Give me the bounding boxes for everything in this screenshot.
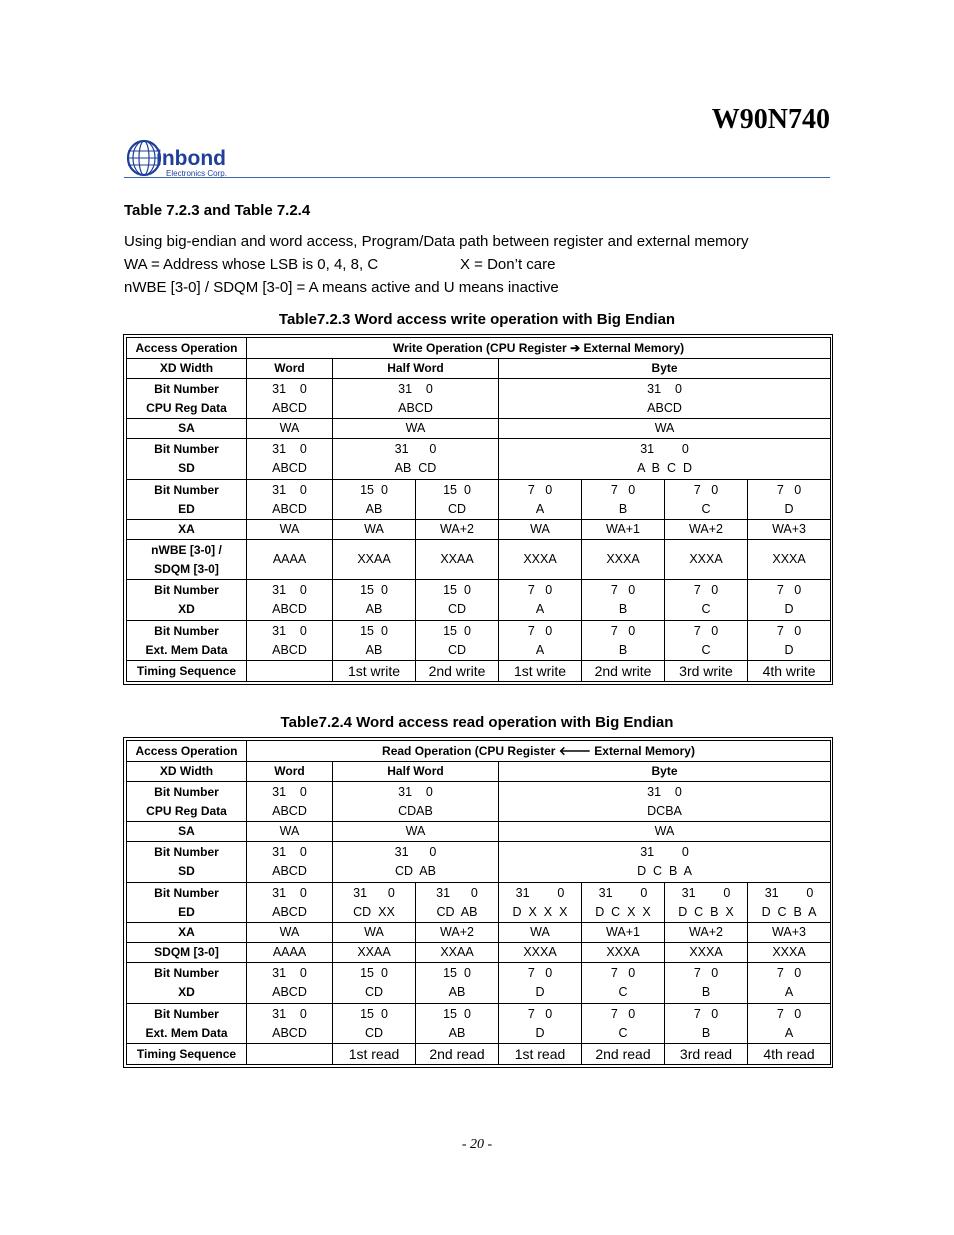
table2 <box>123 737 833 1068</box>
table-cell: XXXA <box>665 540 748 580</box>
table-row <box>127 661 831 682</box>
table-cell: 4th read <box>748 1044 831 1065</box>
table-cell: 31 0 ABCD <box>247 480 333 520</box>
table-cell: WA <box>499 923 582 943</box>
table-cell: WA+3 <box>748 923 831 943</box>
table-cell: 31 0 D X X X <box>499 883 582 923</box>
table-cell: 15 0 CD <box>416 480 499 520</box>
table-cell: 31 0 ABCD <box>247 782 333 822</box>
table-cell: WA <box>333 419 499 439</box>
col-header-half: Half Word <box>333 762 499 782</box>
table-cell: WA+2 <box>416 520 499 540</box>
winbond-logo <box>126 139 256 179</box>
table-cell: 7 0 B <box>665 1004 748 1044</box>
table-cell: 7 0 A <box>748 963 831 1004</box>
row-label: Access Operation <box>127 741 247 762</box>
intro-paragraph: Using big-endian and word access, Program/Data path between register and external memory <box>124 233 749 250</box>
row-label: XD Width <box>127 762 247 782</box>
table-cell: 31 0 CD XX <box>333 883 416 923</box>
table-cell: 7 0 C <box>665 621 748 661</box>
table-cell: XXXA <box>582 540 665 580</box>
table-cell: WA <box>499 419 831 439</box>
active-definition: nWBE [3-0] / SDQM [3-0] = A means active and U means inactive <box>124 279 559 296</box>
table-row <box>127 621 831 661</box>
table-cell: 31 0 ABCD <box>247 580 333 621</box>
table-cell: 31 0 ABCD <box>247 883 333 923</box>
x-definition: X = Don’t care <box>460 256 556 273</box>
table-cell: 2nd write <box>582 661 665 682</box>
table-cell: XXXA <box>499 540 582 580</box>
table-row <box>127 439 831 480</box>
table-cell: 15 0 AB <box>416 1004 499 1044</box>
table-cell <box>247 661 333 682</box>
table-cell: 2nd read <box>582 1044 665 1065</box>
table-row <box>127 741 831 762</box>
table-cell: WA <box>247 419 333 439</box>
table-cell: WA+3 <box>748 520 831 540</box>
table-cell: 31 0 D C B A <box>499 842 831 883</box>
table-cell: 7 0 C <box>582 963 665 1004</box>
table-cell: XXXA <box>499 943 582 963</box>
page-number: - 20 - <box>461 1137 493 1152</box>
table-cell: WA <box>247 923 333 943</box>
operation-title: Read Operation (CPU Register 🡐 External Memory) <box>247 741 831 762</box>
table-row <box>127 580 831 621</box>
table-cell: 7 0 B <box>582 480 665 520</box>
table-cell: 31 0 DCBA <box>499 782 831 822</box>
table-row <box>127 1004 831 1044</box>
logo-subtitle: Electronics Corp. <box>166 169 227 178</box>
table-cell: 31 0 ABCD <box>247 379 333 419</box>
table-row <box>127 480 831 520</box>
row-label: Bit Number ED <box>127 480 247 520</box>
table-cell: 31 0 ABCD <box>247 963 333 1004</box>
wa-definition: WA = Address whose LSB is 0, 4, 8, C <box>124 256 379 273</box>
table-cell: 3rd read <box>665 1044 748 1065</box>
table-cell: XXAA <box>333 540 416 580</box>
table-cell: 7 0 A <box>499 580 582 621</box>
table-cell: 7 0 B <box>665 963 748 1004</box>
table-cell: 31 0 ABCD <box>247 439 333 480</box>
table-cell: XXAA <box>416 943 499 963</box>
row-label: Bit Number SD <box>127 842 247 883</box>
table-cell: XXXA <box>748 540 831 580</box>
table-cell: 1st read <box>499 1044 582 1065</box>
table-cell: WA+2 <box>665 923 748 943</box>
table-row <box>127 822 831 842</box>
row-label: Bit Number XD <box>127 580 247 621</box>
row-label: Timing Sequence <box>127 1044 247 1065</box>
row-label: Bit Number SD <box>127 439 247 480</box>
row-label: XD Width <box>127 359 247 379</box>
chip-name: W90N740 <box>711 104 830 135</box>
table-cell: 1st write <box>499 661 582 682</box>
table-row <box>127 338 831 359</box>
table-cell: 7 0 D <box>748 621 831 661</box>
table-cell: 7 0 C <box>582 1004 665 1044</box>
row-label: Bit Number CPU Reg Data <box>127 379 247 419</box>
table-row <box>127 943 831 963</box>
table-cell: 31 0 D C B A <box>748 883 831 923</box>
table-cell: XXXA <box>665 943 748 963</box>
table-cell: 7 0 B <box>582 621 665 661</box>
table-cell: WA+1 <box>582 520 665 540</box>
table-cell: AAAA <box>247 540 333 580</box>
table-cell: 31 0 ABCD <box>247 621 333 661</box>
table1 <box>123 334 833 685</box>
table-row <box>127 782 831 822</box>
table-row <box>127 963 831 1004</box>
row-label: XA <box>127 520 247 540</box>
table-cell: 15 0 CD <box>333 1004 416 1044</box>
table-row <box>127 419 831 439</box>
table-row <box>127 379 831 419</box>
table-cell: WA+1 <box>582 923 665 943</box>
table-cell: XXXA <box>748 943 831 963</box>
table-cell: 3rd write <box>665 661 748 682</box>
col-header-word: Word <box>247 762 333 782</box>
row-label: Bit Number Ext. Mem Data <box>127 621 247 661</box>
table-cell: 15 0 AB <box>333 580 416 621</box>
table-cell: WA <box>333 520 416 540</box>
table-cell: 31 0 CDAB <box>333 782 499 822</box>
table-cell: 7 0 D <box>748 480 831 520</box>
header-rule <box>124 177 830 178</box>
table1-caption: Table7.2.3 Word access write operation with Big Endian <box>278 311 676 328</box>
table-cell: XXAA <box>416 540 499 580</box>
table-cell: 15 0 AB <box>333 621 416 661</box>
table-cell: WA <box>499 520 582 540</box>
table-cell: 7 0 B <box>582 580 665 621</box>
table-row <box>127 520 831 540</box>
table-cell: 31 0 AB CD <box>333 439 499 480</box>
table-cell: 7 0 C <box>665 480 748 520</box>
table-cell: WA <box>333 822 499 842</box>
table-cell: 31 0 ABCD <box>247 1004 333 1044</box>
table-cell: XXAA <box>333 943 416 963</box>
table-cell: 31 0 D C X X <box>582 883 665 923</box>
table-cell: WA+2 <box>665 520 748 540</box>
row-label: Timing Sequence <box>127 661 247 682</box>
table-cell: WA <box>333 923 416 943</box>
table-cell: 15 0 CD <box>416 580 499 621</box>
table-cell: 31 0 ABCD <box>247 842 333 883</box>
row-label: XA <box>127 923 247 943</box>
table-row <box>127 540 831 580</box>
table-cell: WA <box>247 822 333 842</box>
table-cell: 7 0 A <box>499 621 582 661</box>
col-header-byte: Byte <box>499 762 831 782</box>
row-label: SA <box>127 822 247 842</box>
operation-title: Write Operation (CPU Register ➔ External Memory) <box>247 338 831 359</box>
row-label: Access Operation <box>127 338 247 359</box>
row-label: nWBE [3-0] / SDQM [3-0] <box>127 540 247 580</box>
table-cell: 7 0 D <box>748 580 831 621</box>
col-header-half: Half Word <box>333 359 499 379</box>
row-label: Bit Number ED <box>127 883 247 923</box>
table-cell: 7 0 C <box>665 580 748 621</box>
table-cell: 15 0 CD <box>333 963 416 1004</box>
col-header-byte: Byte <box>499 359 831 379</box>
table-cell: 31 0 ABCD <box>499 379 831 419</box>
table-row <box>127 762 831 782</box>
table-row <box>127 883 831 923</box>
table-cell: 1st write <box>333 661 416 682</box>
table-cell: 15 0 AB <box>416 963 499 1004</box>
table-cell: 15 0 AB <box>333 480 416 520</box>
logo-wordmark: inbond <box>156 147 226 170</box>
table-cell: 1st read <box>333 1044 416 1065</box>
table-cell: 31 0 D C B X <box>665 883 748 923</box>
table-cell: 2nd read <box>416 1044 499 1065</box>
col-header-word: Word <box>247 359 333 379</box>
row-label: Bit Number XD <box>127 963 247 1004</box>
row-label: SA <box>127 419 247 439</box>
table-cell: WA+2 <box>416 923 499 943</box>
table-cell: 31 0 ABCD <box>333 379 499 419</box>
table-row <box>127 359 831 379</box>
row-label: Bit Number CPU Reg Data <box>127 782 247 822</box>
table-cell: 2nd write <box>416 661 499 682</box>
table-cell <box>247 1044 333 1065</box>
table-cell: 7 0 D <box>499 1004 582 1044</box>
table-cell: WA <box>499 822 831 842</box>
table-cell: WA <box>247 520 333 540</box>
table-row <box>127 1044 831 1065</box>
table-cell: 31 0 CD AB <box>416 883 499 923</box>
table-cell: 7 0 A <box>499 480 582 520</box>
table-cell: 7 0 A <box>748 1004 831 1044</box>
table-row <box>127 923 831 943</box>
table-cell: XXXA <box>582 943 665 963</box>
table-cell: 31 0 A B C D <box>499 439 831 480</box>
table-cell: 4th write <box>748 661 831 682</box>
table-cell: AAAA <box>247 943 333 963</box>
table-cell: 31 0 CD AB <box>333 842 499 883</box>
table-row <box>127 842 831 883</box>
table2-caption: Table7.2.4 Word access read operation with Big Endian <box>280 714 674 731</box>
section-title: Table 7.2.3 and Table 7.2.4 <box>124 202 311 219</box>
row-label: Bit Number Ext. Mem Data <box>127 1004 247 1044</box>
table-cell: 7 0 D <box>499 963 582 1004</box>
row-label: SDQM [3-0] <box>127 943 247 963</box>
table-cell: 15 0 CD <box>416 621 499 661</box>
